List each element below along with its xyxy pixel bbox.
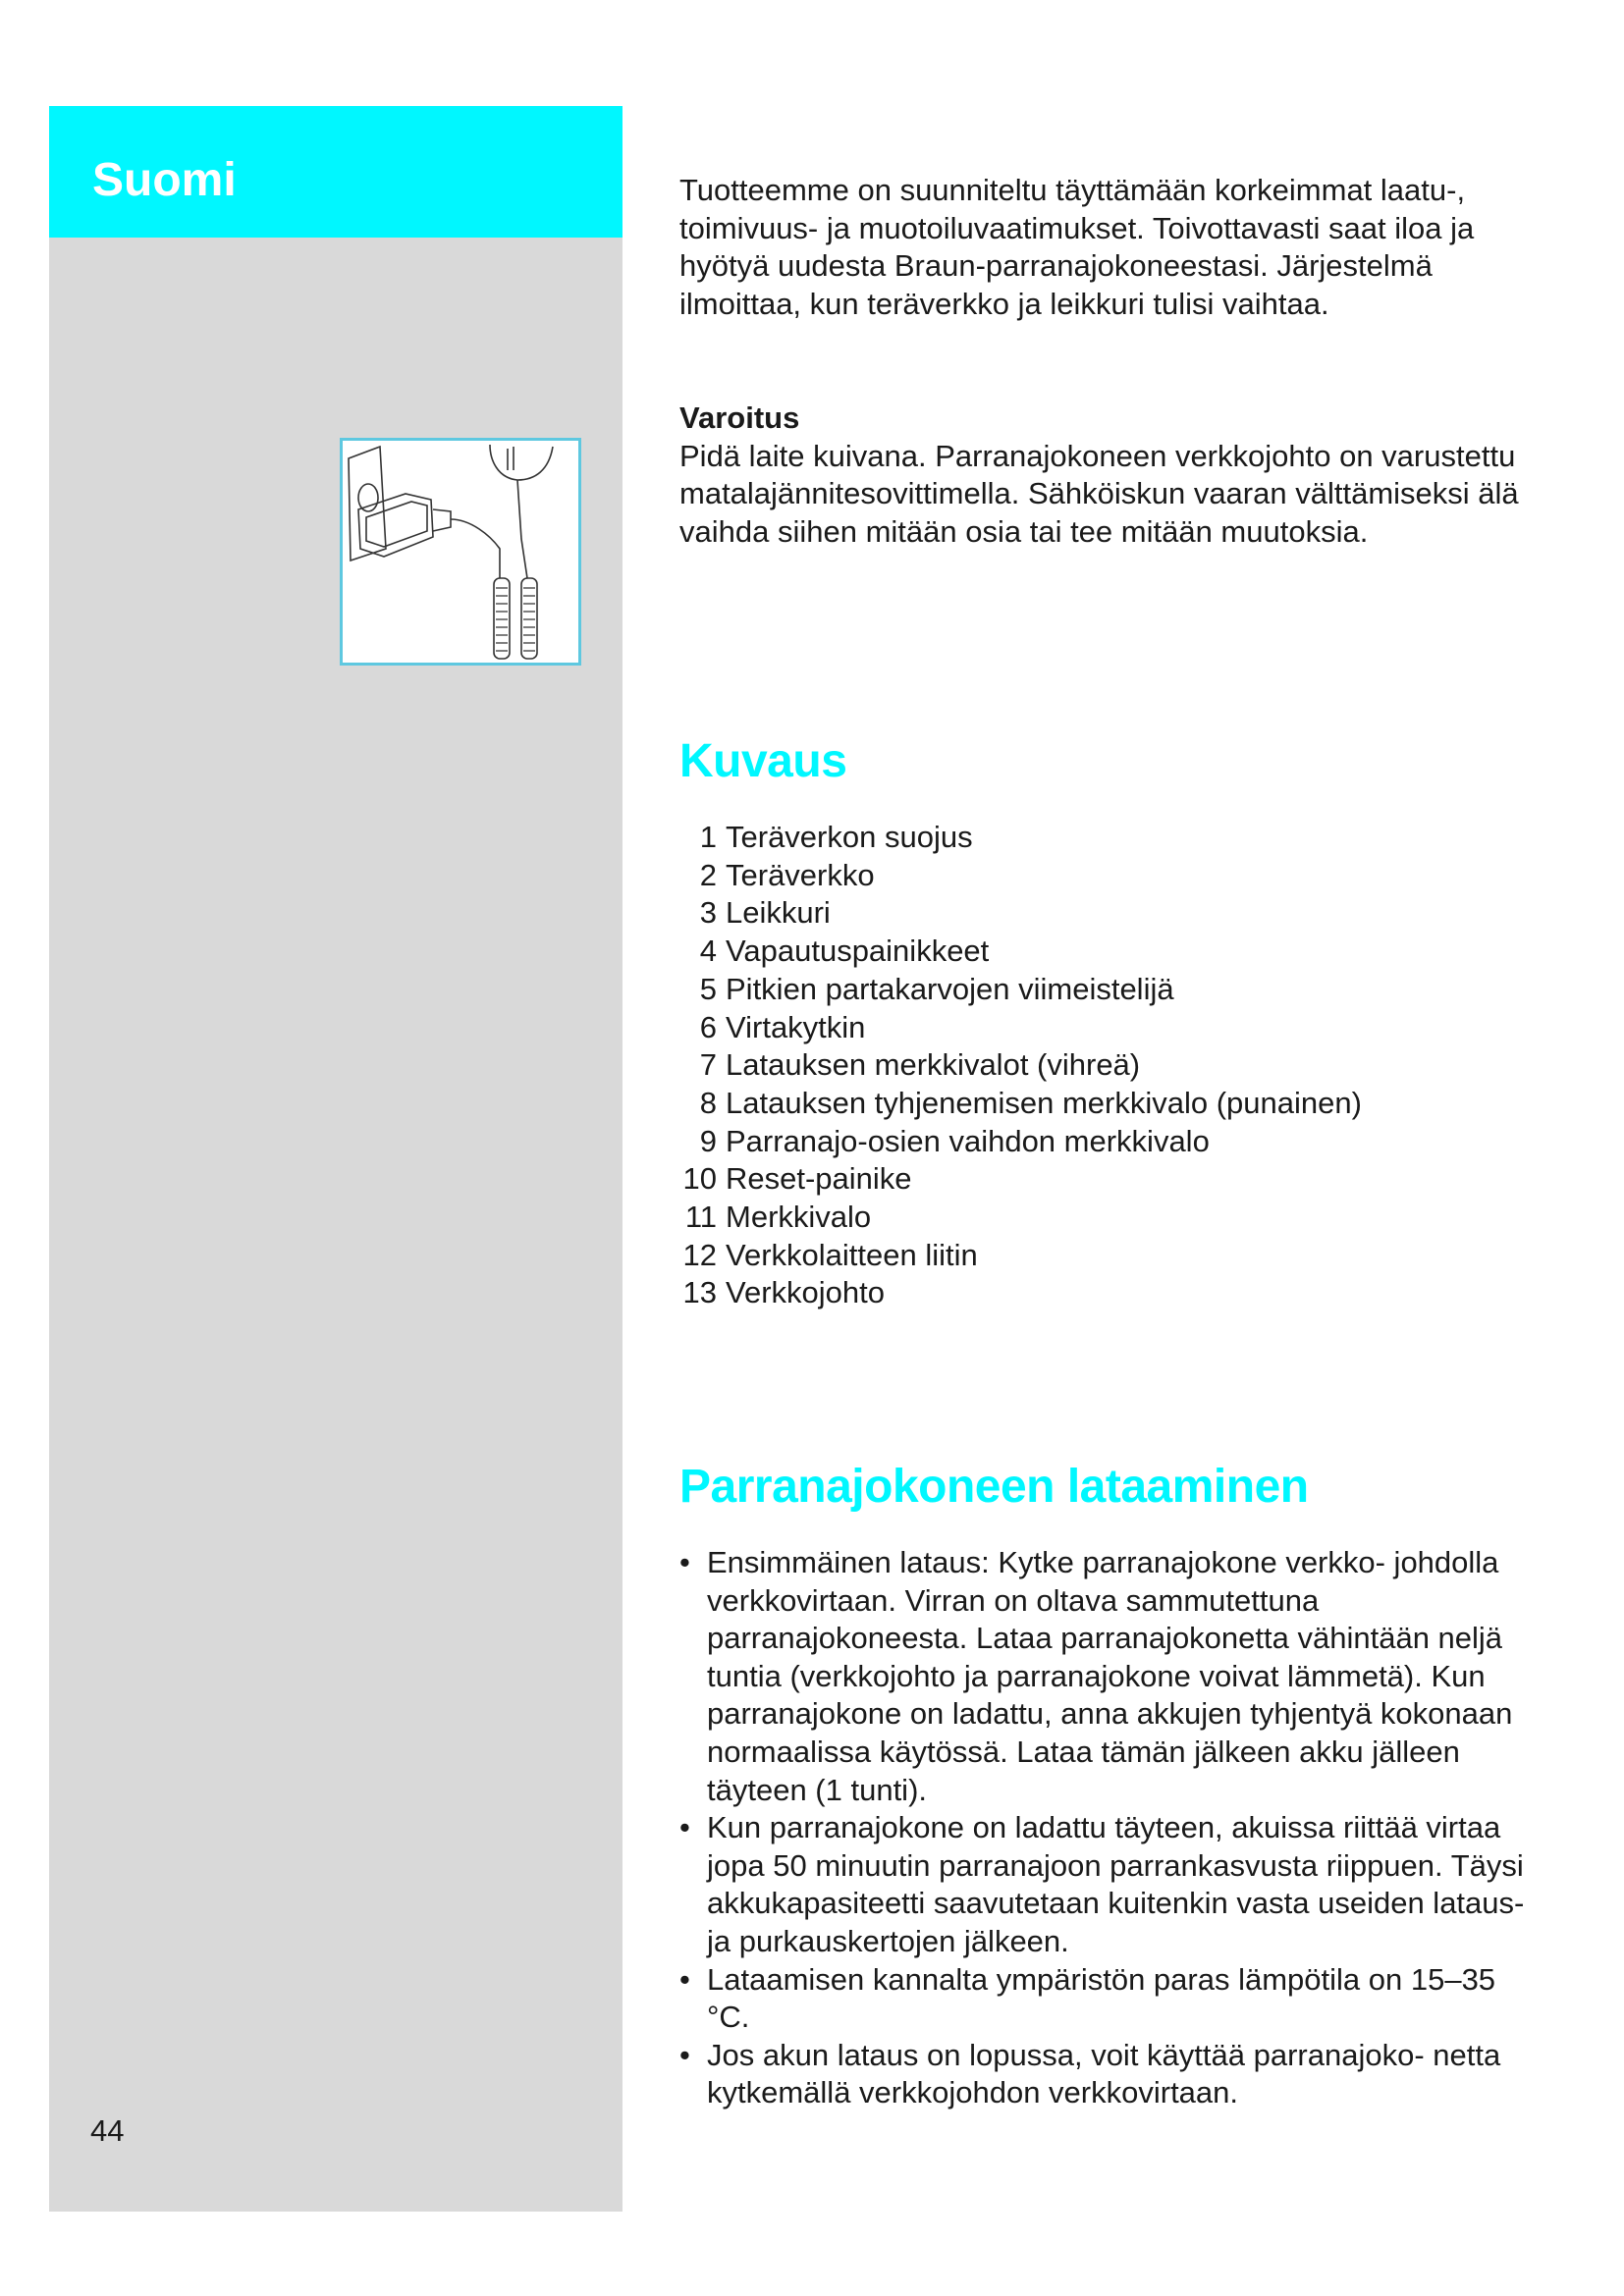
sidebar <box>49 106 623 2212</box>
bullet-icon: • <box>679 1961 690 1997</box>
item-number: 3 <box>699 895 717 931</box>
item-number: 12 <box>682 1237 717 1272</box>
item-label: Pitkien partakarvojen viimeistelijä <box>726 971 1174 1006</box>
item-label: Teräverkon suojus <box>726 820 973 854</box>
warning-section <box>679 400 1543 551</box>
list-item <box>679 894 1362 933</box>
list-item <box>679 1085 1362 1123</box>
intro-paragraph: Tuotteemme on suunniteltu täyttämään korkeimmat laatu-, toimivuus- ja muotoiluvaatimukset. Toivottavasti saat iloa ja hyötyä uudesta Braun-parranajokoneestasi. Järjestelmä ilmoittaa, kun teräverkko ja leikkuri tulisi vaihtaa. <box>679 173 1475 321</box>
item-number: 5 <box>699 971 717 1006</box>
bullet-icon: • <box>679 1810 690 1845</box>
list-item <box>679 1809 1543 1960</box>
list-item <box>679 1237 1362 1275</box>
charging-bullet-list <box>679 1544 1543 2112</box>
warning-heading: Varoitus <box>679 400 800 435</box>
item-label: Latauksen tyhjenemisen merkkivalo (punainen) <box>726 1085 1362 1120</box>
charging-heading: Parranajokoneen lataaminen <box>679 1461 1309 1513</box>
page-number: 44 <box>90 2113 125 2148</box>
plug-and-cord-icon <box>343 441 578 663</box>
plug-illustration <box>340 438 581 666</box>
item-number: 13 <box>682 1275 717 1310</box>
item-number: 6 <box>699 1009 717 1044</box>
description-heading: Kuvaus <box>679 735 847 787</box>
intro-section <box>679 172 1543 323</box>
list-item <box>679 933 1362 971</box>
item-number: 7 <box>699 1047 717 1083</box>
item-label: Reset-painike <box>726 1161 912 1197</box>
item-number: 1 <box>699 820 717 854</box>
warning-paragraph: Pidä laite kuivana. Parranajokoneen verkkojohto on varustettu matalajännitesovittimella. Sähköiskun vaaran välttämiseksi älä vaihda siihen mitään osia tai tee mitään muutoksia. <box>679 438 1519 549</box>
list-item <box>679 1123 1362 1161</box>
item-label: Latauksen merkkivalot (vihreä) <box>726 1047 1141 1083</box>
item-label: Vapautuspainikkeet <box>726 934 990 969</box>
parts-list <box>679 819 1362 1312</box>
bullet-icon: • <box>679 1545 690 1579</box>
item-number: 2 <box>699 857 717 892</box>
item-label: Virtakytkin <box>726 1009 866 1044</box>
list-item <box>679 1160 1362 1199</box>
list-item <box>679 1961 1543 2037</box>
bullet-icon: • <box>679 2037 690 2072</box>
bullet-text: Kun parranajokone on ladattu täyteen, akuissa riittää virtaa jopa 50 minuutin parranajoon parrankasvusta riippuen. Täysi akkukapasiteetti saavutetaan kuitenkin vasta useiden lataus- ja purkauskertojen jälkeen. <box>707 1810 1525 1958</box>
bullet-text: Ensimmäinen lataus: Kytke parranajokone verkko- johdolla verkkovirtaan. Virran on oltava sammutettuna parranajokoneesta. Lataa parranajokonetta vähintään neljä tuntia (verkkojohto ja parranajokone voivat lämmetä). Kun parranajokone on ladattu, anna akkujen tyhjentyä kokonaan normaalissa käytössä. Lataa tämän jälkeen akku jälleen täyteen (1 tunti). <box>707 1545 1513 1807</box>
bullet-text: Lataamisen kannalta ympäristön paras lämpötila on 15–35 °C. <box>707 1961 1496 2035</box>
item-label: Teräverkko <box>726 857 875 892</box>
list-item <box>679 1046 1362 1085</box>
bullet-text: Jos akun lataus on lopussa, voit käyttää parranajoko- netta kytkemällä verkkojohdon verkkovirtaan. <box>707 2037 1501 2110</box>
item-number: 11 <box>684 1200 717 1235</box>
item-label: Merkkivalo <box>726 1200 872 1235</box>
item-label: Verkkolaitteen liitin <box>726 1237 978 1272</box>
list-item <box>679 857 1362 895</box>
list-item <box>679 1544 1543 1809</box>
item-label: Parranajo-osien vaihdon merkkivalo <box>726 1123 1210 1158</box>
item-label: Verkkojohto <box>726 1275 885 1310</box>
item-label: Leikkuri <box>726 895 831 931</box>
item-number: 4 <box>699 934 717 969</box>
item-number: 10 <box>682 1161 717 1197</box>
item-number: 8 <box>699 1085 717 1120</box>
list-item <box>679 1199 1362 1237</box>
list-item <box>679 1274 1362 1312</box>
list-item <box>679 2037 1543 2112</box>
list-item <box>679 971 1362 1009</box>
language-title: Suomi <box>92 154 237 206</box>
item-number: 9 <box>699 1123 717 1158</box>
list-item <box>679 1009 1362 1047</box>
list-item <box>679 819 1362 857</box>
